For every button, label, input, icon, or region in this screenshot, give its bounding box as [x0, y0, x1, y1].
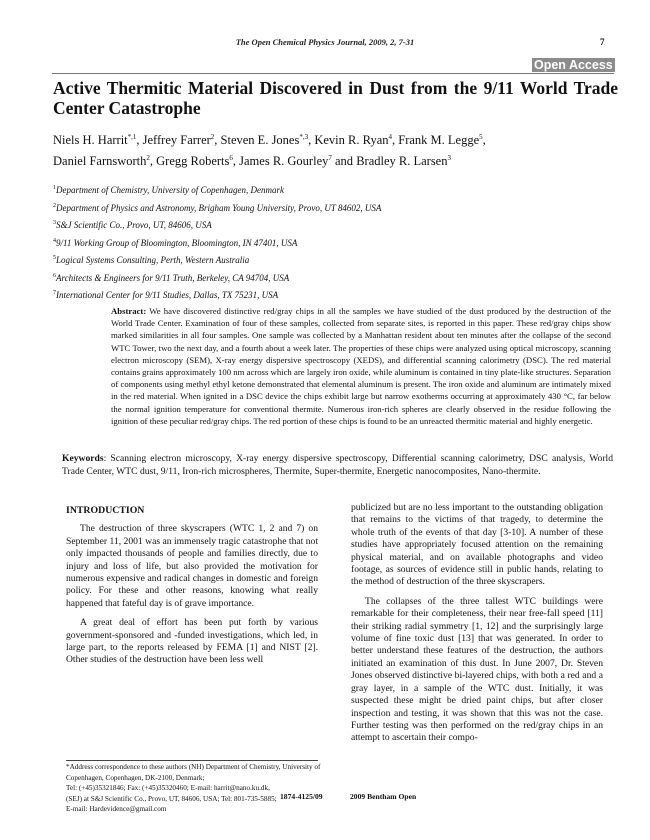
author: Jeffrey Farrer$^2$, — [142, 133, 221, 148]
affiliation: $^1$Department of Chemistry, University of Copenhagen, Denmark — [53, 185, 284, 195]
running-head: The Open Chemical Physics Journal, 2009, 2, 7-31 — [235, 37, 415, 47]
issn: 1874-4125/09 — [280, 792, 323, 801]
article-title: Active Thermitic Material Discovered in Dust from the 9/11 World Trade Center Catastrophe — [53, 78, 618, 118]
abstract-label: Abstract: — [111, 306, 147, 316]
left-column — [66, 505, 318, 674]
paragraph: The collapses of the three tallest WTC buildings were remarkable for their completeness, their near free-fall speed [11] their striking radial symmetry [1, 12] and the surprisingly large volume of fine toxic dust [13] that was generated. In order to better understand these features of the destruction, the authors initiated an examination of this dust. In June 2007, Dr. Steven Jones observed distinctive bi-layered chips, with both a red and a gray layer, in a sample of the WTC dust. Initially, it was suspected these might be dried paint chips, but after closer inspection and testing, it was shown that this was not the case. Further testing was then performed on the red/gray chips in an attempt to ascertain their compo- — [351, 595, 603, 744]
header-rule — [52, 73, 614, 74]
correspondence-footnote — [66, 762, 326, 815]
author: Frank M. Legge$^5$, — [398, 133, 486, 148]
author: Kevin R. Ryan$^4$, — [314, 133, 399, 148]
affiliation: $^6$Architects & Engineers for 9/11 Truth, Berkeley, CA 94704, USA — [53, 272, 290, 283]
open-access-badge: Open Access — [534, 58, 613, 72]
right-column — [351, 502, 603, 752]
affiliation-list — [53, 180, 613, 303]
affiliation: $^7$International Center for 9/11 Studies, Dallas, TX 75231, USA — [53, 290, 279, 300]
affiliation: $^2$Department of Physics and Astronomy, Brigham Young University, Provo, UT 84602, USA — [53, 202, 382, 213]
author: James R. Gourley$^7$ and — [239, 154, 357, 169]
abstract — [111, 305, 611, 427]
footnote-rule — [66, 760, 318, 761]
keywords-label: Keywords — [62, 453, 104, 464]
copyright: 2009 Bentham Open — [350, 792, 417, 801]
affiliation: $^4$9/11 Working Group of Bloomington, Bloomington, IN 47401, USA — [53, 237, 298, 248]
paragraph: publicized but are no less important to the outstanding obligation that remains to the victims of that tragedy, to determine the whole truth of the events of that day [3-10]. A number of these studies have appropriately focused attention on the remaining physical material, and on available photographs and video footage, as sources of evidence still in public hands, relating to the method of destruction of the three skyscrapers. — [351, 502, 603, 588]
author: Niels H. Harrit$^{*,1}$, — [53, 133, 143, 148]
abstract-text: We have discovered distinctive red/gray chips in all the samples we have studied of the dust produced by the destruction of the World Trade Center. Examination of four of these samples, collected from separate sites, is reported in this paper. These red/gray chips show marked similarities in all four samples. One sample was collected by a Manhattan resident about ten minutes after the collapse of the second WTC Tower, two the next day, and a fourth about a week later. The properties of these chips were analyzed using optical microscopy, scanning electron microscopy (SEM), X-ray energy dispersive spectroscopy (XEDS), and differential scanning calorimetry (DSC). The red material contains grains approximately 100 nm across which are largely iron oxide, while aluminum is contained in tiny plate-like structures. Separation of components using methyl ethyl ketone demonstrated that elemental aluminum is present. The iron oxide and aluminum are intimately mixed in the red material. When ignited in a DSC device the chips exhibit large but narrow exotherms occurring at approximately 430 °C, far below the normal ignition temperature for conventional thermite. Numerous iron-rich spheres are clearly observed in the residue following the ignition of these peculiar red/gray chips. The red portion of these chips is found to be an unreacted thermitic material and highly energetic. — [111, 306, 611, 426]
footnote-line: E-mail: Hardevidence@gmail.com — [66, 805, 167, 813]
footnote-line: (SEJ) at S&J Scientific Co., Provo, UT, 84606, USA; Tel: 801-735-5885; — [66, 794, 277, 803]
paragraph: A great deal of effort has been put forth by various government-sponsored and -funded investigations, which led, in large part, to the reports released by FEMA [1] and NIST [2]. Other studies of the destruction have been less well — [66, 617, 318, 666]
footnote-line: Tel: (+45)35321846; Fax: (+45)35320460; E-mail: harrit@nano.ku.dk, — [66, 784, 270, 792]
author: Daniel Farnsworth$^2$, — [53, 154, 157, 169]
footnote-line: *Address correspondence to these authors (NH) Department of Chemistry, University of Copenhagen, Copenhagen, DK-2100, Denmark; — [66, 763, 321, 782]
keywords — [62, 453, 613, 478]
keywords-text: : Scanning electron microscopy, X-ray energy dispersive spectroscopy, Differential scanning calorimetry, DSC analysis, World Trade Center, WTC dust, 9/11, Iron-rich microspheres, Thermite, Super-thermite, Energetic nanocomposites, Nano-thermite. — [62, 453, 613, 477]
paragraph: The destruction of three skyscrapers (WTC 1, 2 and 7) on September 11, 2001 was an immensely tragic catastrophe that not only impacted thousands of people and families directly, due to injury and loss of life, but also provided the motivation for numerous expensive and radical changes in domestic and foreign policy. For these and other reasons, knowing what really happened that fateful day is of grave importance. — [66, 523, 318, 609]
section-heading: INTRODUCTION — [66, 505, 145, 516]
author: Steven E. Jones$^{*,3}$, — [220, 133, 315, 148]
page-number: 7 — [600, 37, 605, 47]
author: Bradley R. Larsen$^3$ — [356, 154, 451, 169]
author-list — [53, 128, 613, 170]
affiliation: $^3$S&J Scientific Co., Provo, UT, 84606, USA — [53, 220, 212, 230]
affiliation: $^5$Logical Systems Consulting, Perth, Western Australia — [53, 255, 250, 265]
author: Gregg Roberts$^6$, — [156, 154, 240, 169]
